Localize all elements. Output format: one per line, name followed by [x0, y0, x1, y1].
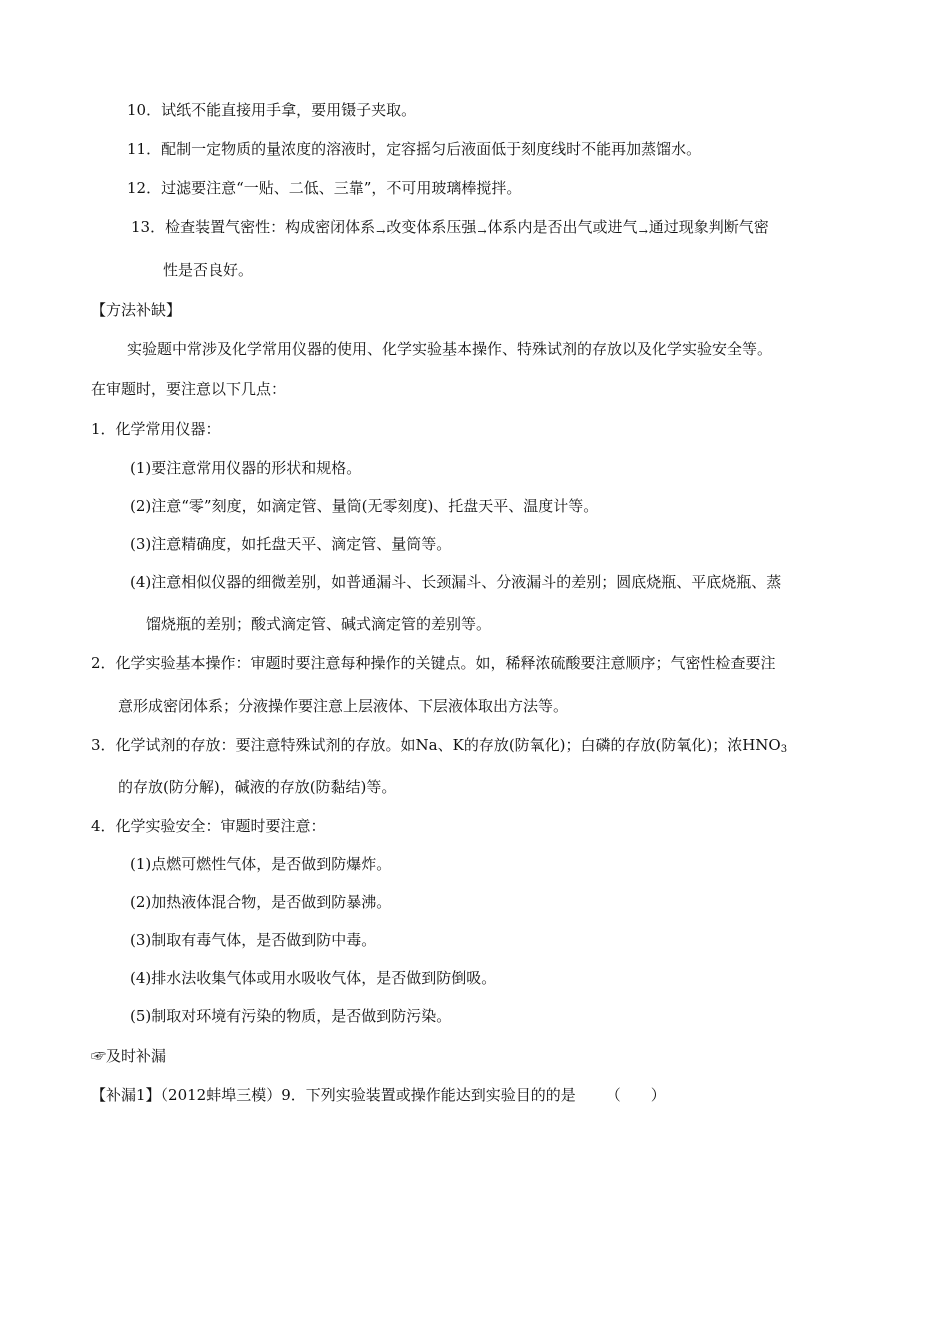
rule-13-step-2: 改变体系压强: [386, 218, 477, 236]
remedy-item-1: [91, 1084, 666, 1106]
point-3-line-1: [91, 734, 787, 761]
rule-13-continuation: 性是否良好。: [163, 261, 254, 279]
rule-13-lead: 13．检查装置气密性：构成密闭体系: [131, 218, 376, 236]
point-4-item-5: (5)制取对环境有污染的物质，是否做到防污染。: [130, 1007, 452, 1025]
remedy-item-text: （2012蚌埠三模）9．下列实验装置或操作能达到实验目的的是: [160, 1086, 576, 1104]
arrow-icon: →: [638, 225, 648, 238]
point-3-text: 3．化学试剂的存放：要注意特殊试剂的存放。如Na、K的存放(防氧化)；白磷的存放(防氧化)；浓HNO: [91, 736, 781, 754]
method-intro-line-1: 实验题中常涉及化学常用仪器的使用、化学实验基本操作、特殊试剂的存放以及化学实验安全等。: [127, 340, 773, 358]
point-1-title: 1．化学常用仪器：: [91, 420, 221, 438]
point-1-item-1: (1)要注意常用仪器的形状和规格。: [130, 459, 362, 477]
point-4-item-4: (4)排水法收集气体或用水吸收气体，是否做到防倒吸。: [130, 969, 497, 987]
point-4-item-1: (1)点燃可燃性气体，是否做到防爆炸。: [130, 855, 392, 873]
point-3-line-2: 的存放(防分解)，碱液的存放(防黏结)等。: [118, 778, 397, 796]
rule-10: 10．试纸不能直接用手拿，要用镊子夹取。: [127, 101, 417, 119]
arrow-icon: →: [376, 225, 386, 238]
point-2-line-2: 意形成密闭体系；分液操作要注意上层液体、下层液体取出方法等。: [118, 697, 569, 715]
point-4-item-2: (2)加热液体混合物，是否做到防暴沸。: [130, 893, 392, 911]
rule-13: [131, 216, 769, 243]
rule-12: 12．过滤要注意“一贴、二低、三靠”，不可用玻璃棒搅拌。: [127, 179, 522, 197]
remedy-heading: ☞及时补漏: [91, 1047, 167, 1065]
subscript-3: 3: [780, 744, 788, 755]
remedy-item-label: 【补漏1】: [91, 1086, 161, 1104]
point-4-title: 4．化学实验安全：审题时要注意：: [91, 817, 326, 835]
method-intro-line-2: 在审题时，要注意以下几点：: [91, 380, 287, 398]
point-1-item-4-continuation: 馏烧瓶的差别；酸式滴定管、碱式滴定管的差别等。: [146, 615, 492, 633]
rule-13-step-3: 体系内是否出气或进气: [487, 218, 638, 236]
point-1-item-3: (3)注意精确度，如托盘天平、滴定管、量筒等。: [130, 535, 452, 553]
point-1-item-2: (2)注意“零”刻度，如滴定管、量筒(无零刻度)、托盘天平、温度计等。: [130, 497, 599, 515]
answer-blank: （ ）: [605, 1086, 666, 1104]
rule-11: 11．配制一定物质的量浓度的溶液时，定容摇匀后液面低于刻度线时不能再加蒸馏水。: [127, 140, 702, 158]
arrow-icon: →: [477, 225, 487, 238]
point-1-item-4: (4)注意相似仪器的细微差别，如普通漏斗、长颈漏斗、分液漏斗的差别；圆底烧瓶、平底烧瓶、蒸: [130, 573, 782, 591]
point-2-line-1: 2．化学实验基本操作：审题时要注意每种操作的关键点。如，稀释浓硫酸要注意顺序；气密性检查要注: [91, 654, 776, 672]
rule-13-step-4: 通过现象判断气密: [648, 218, 769, 236]
method-heading: 【方法补缺】: [91, 301, 182, 319]
point-4-item-3: (3)制取有毒气体，是否做到防中毒。: [130, 931, 377, 949]
